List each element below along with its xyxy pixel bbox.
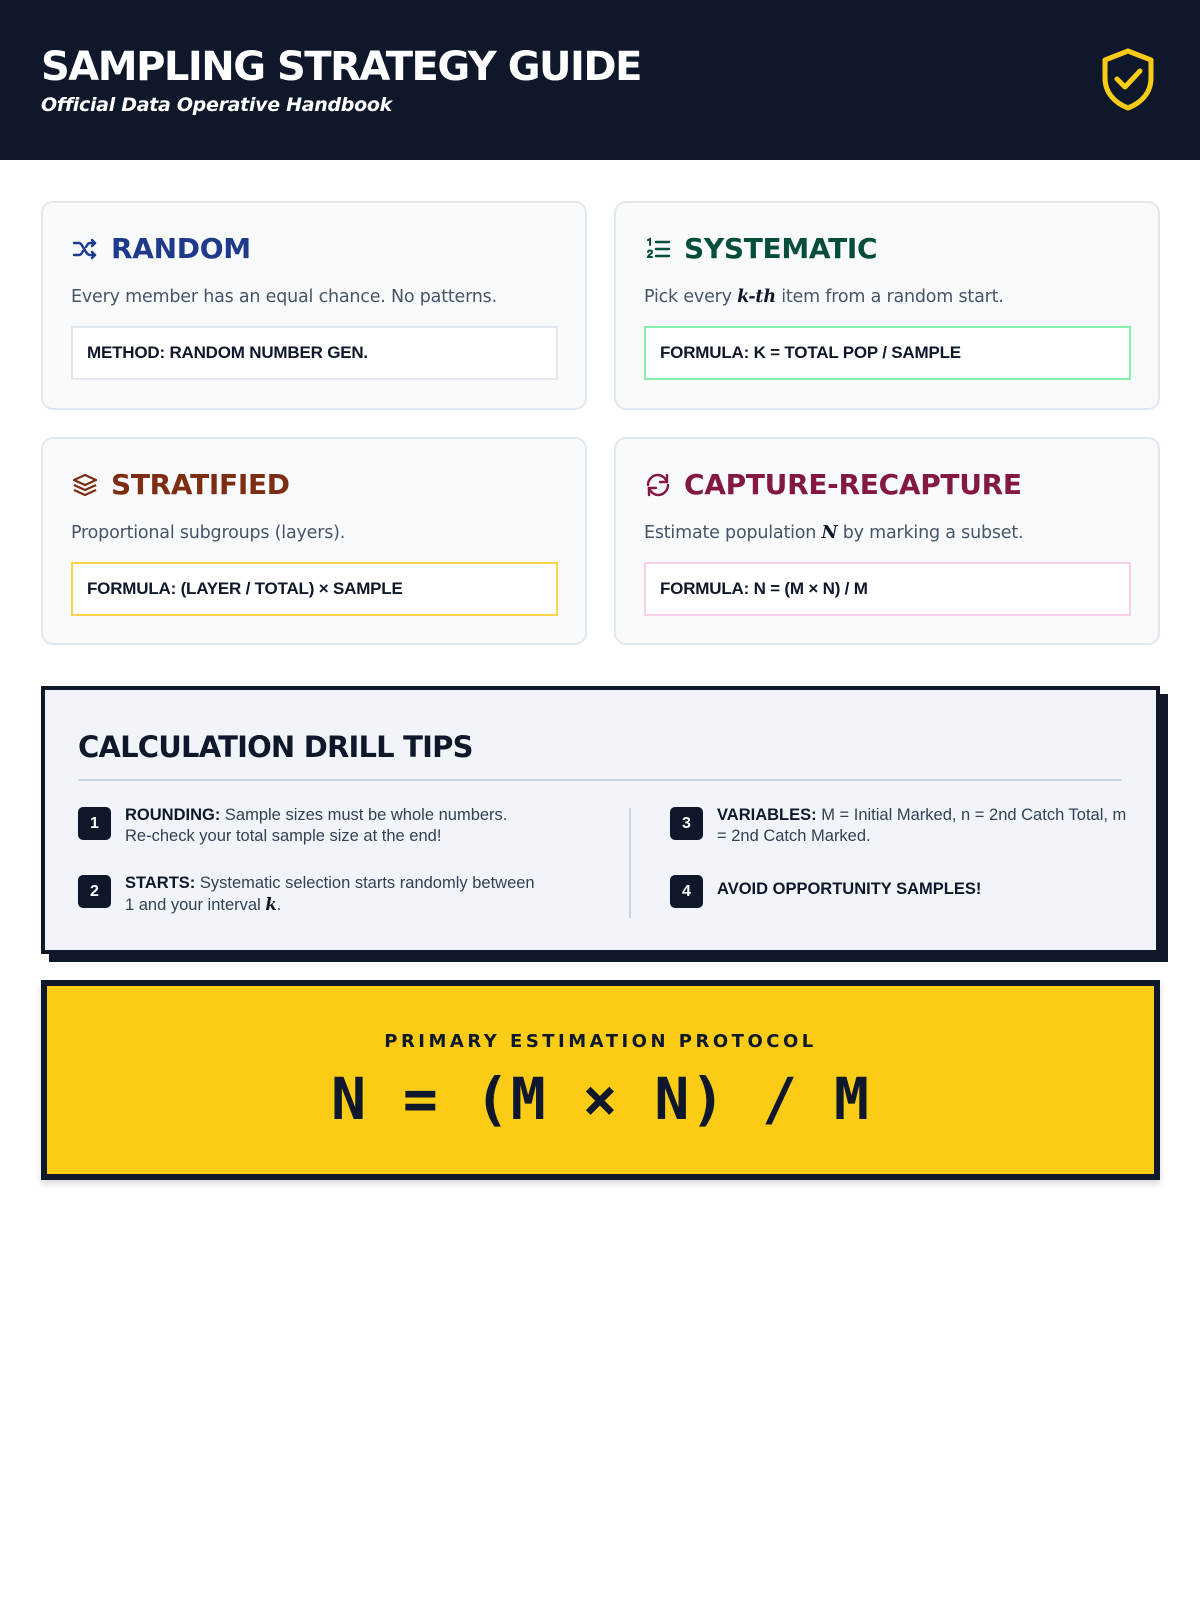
page-subtitle: Official Data Operative Handbook (41, 94, 392, 116)
card-method-box (71, 326, 558, 380)
card-random (41, 201, 587, 410)
calculation-tips-panel (41, 686, 1160, 954)
tip-item (78, 805, 538, 847)
card-title: CAPTURE-RECAPTURE (684, 468, 1022, 501)
refresh-icon (644, 471, 672, 499)
card-header (644, 232, 877, 265)
tips-title: CALCULATION DRILL TIPS (78, 730, 473, 764)
card-title: STRATIFIED (111, 468, 290, 501)
card-capture-recapture (614, 437, 1160, 645)
layers-icon (71, 471, 99, 499)
variable-n: N (821, 523, 838, 543)
shield-check-icon (1098, 46, 1158, 112)
tip-item (78, 873, 538, 916)
tips-divider-horizontal (78, 779, 1122, 781)
card-header (71, 468, 290, 501)
card-systematic (614, 201, 1160, 410)
tip-item (670, 805, 1130, 847)
tip-number-badge: 4 (670, 875, 703, 908)
card-formula-box (71, 562, 558, 616)
page-title: SAMPLING STRATEGY GUIDE (41, 44, 641, 90)
header (0, 0, 1200, 160)
tips-divider-vertical (629, 808, 631, 918)
card-stratified (41, 437, 587, 645)
card-description: Every member has an equal chance. No patterns. (71, 287, 497, 307)
card-title: SYSTEMATIC (684, 232, 878, 265)
card-formula-text: FORMULA: N = (M × N) / M (660, 579, 868, 598)
card-formula-text: FORMULA: K = TOTAL POP / SAMPLE (660, 343, 961, 362)
tip-text: AVOID OPPORTUNITY SAMPLES! (717, 880, 982, 898)
tip-number-badge: 2 (78, 875, 111, 908)
tip-text: STARTS: Systematic selection starts randomly between 1 and your interval k. (125, 874, 535, 914)
card-description: Estimate population N by marking a subset. (644, 523, 1024, 543)
tip-text: ROUNDING: Sample sizes must be whole numbers. Re-check your total sample size at the end! (125, 806, 508, 845)
tip-text: VARIABLES: M = Initial Marked, n = 2nd Catch Total, m = 2nd Catch Marked. (717, 806, 1127, 845)
card-description: Pick every k-th item from a random start. (644, 287, 1004, 307)
shuffle-icon (71, 235, 99, 263)
card-method-text: METHOD: RANDOM NUMBER GEN. (87, 343, 368, 362)
protocol-formula: N = (M × N) / M (331, 1065, 870, 1133)
card-header (71, 232, 251, 265)
card-formula-box (644, 326, 1131, 380)
tip-item (670, 873, 1130, 908)
protocol-label: PRIMARY ESTIMATION PROTOCOL (384, 1031, 817, 1052)
tip-number-badge: 3 (670, 807, 703, 840)
variable-k: k-th (737, 287, 776, 307)
primary-protocol-banner (41, 980, 1160, 1180)
card-header (644, 468, 1022, 501)
card-title: RANDOM (111, 232, 251, 265)
card-formula-text: FORMULA: (LAYER / TOTAL) × SAMPLE (87, 579, 403, 598)
card-description: Proportional subgroups (layers). (71, 523, 346, 543)
list-ordered-icon (644, 235, 672, 263)
tip-number-badge: 1 (78, 807, 111, 840)
card-formula-box (644, 562, 1131, 616)
